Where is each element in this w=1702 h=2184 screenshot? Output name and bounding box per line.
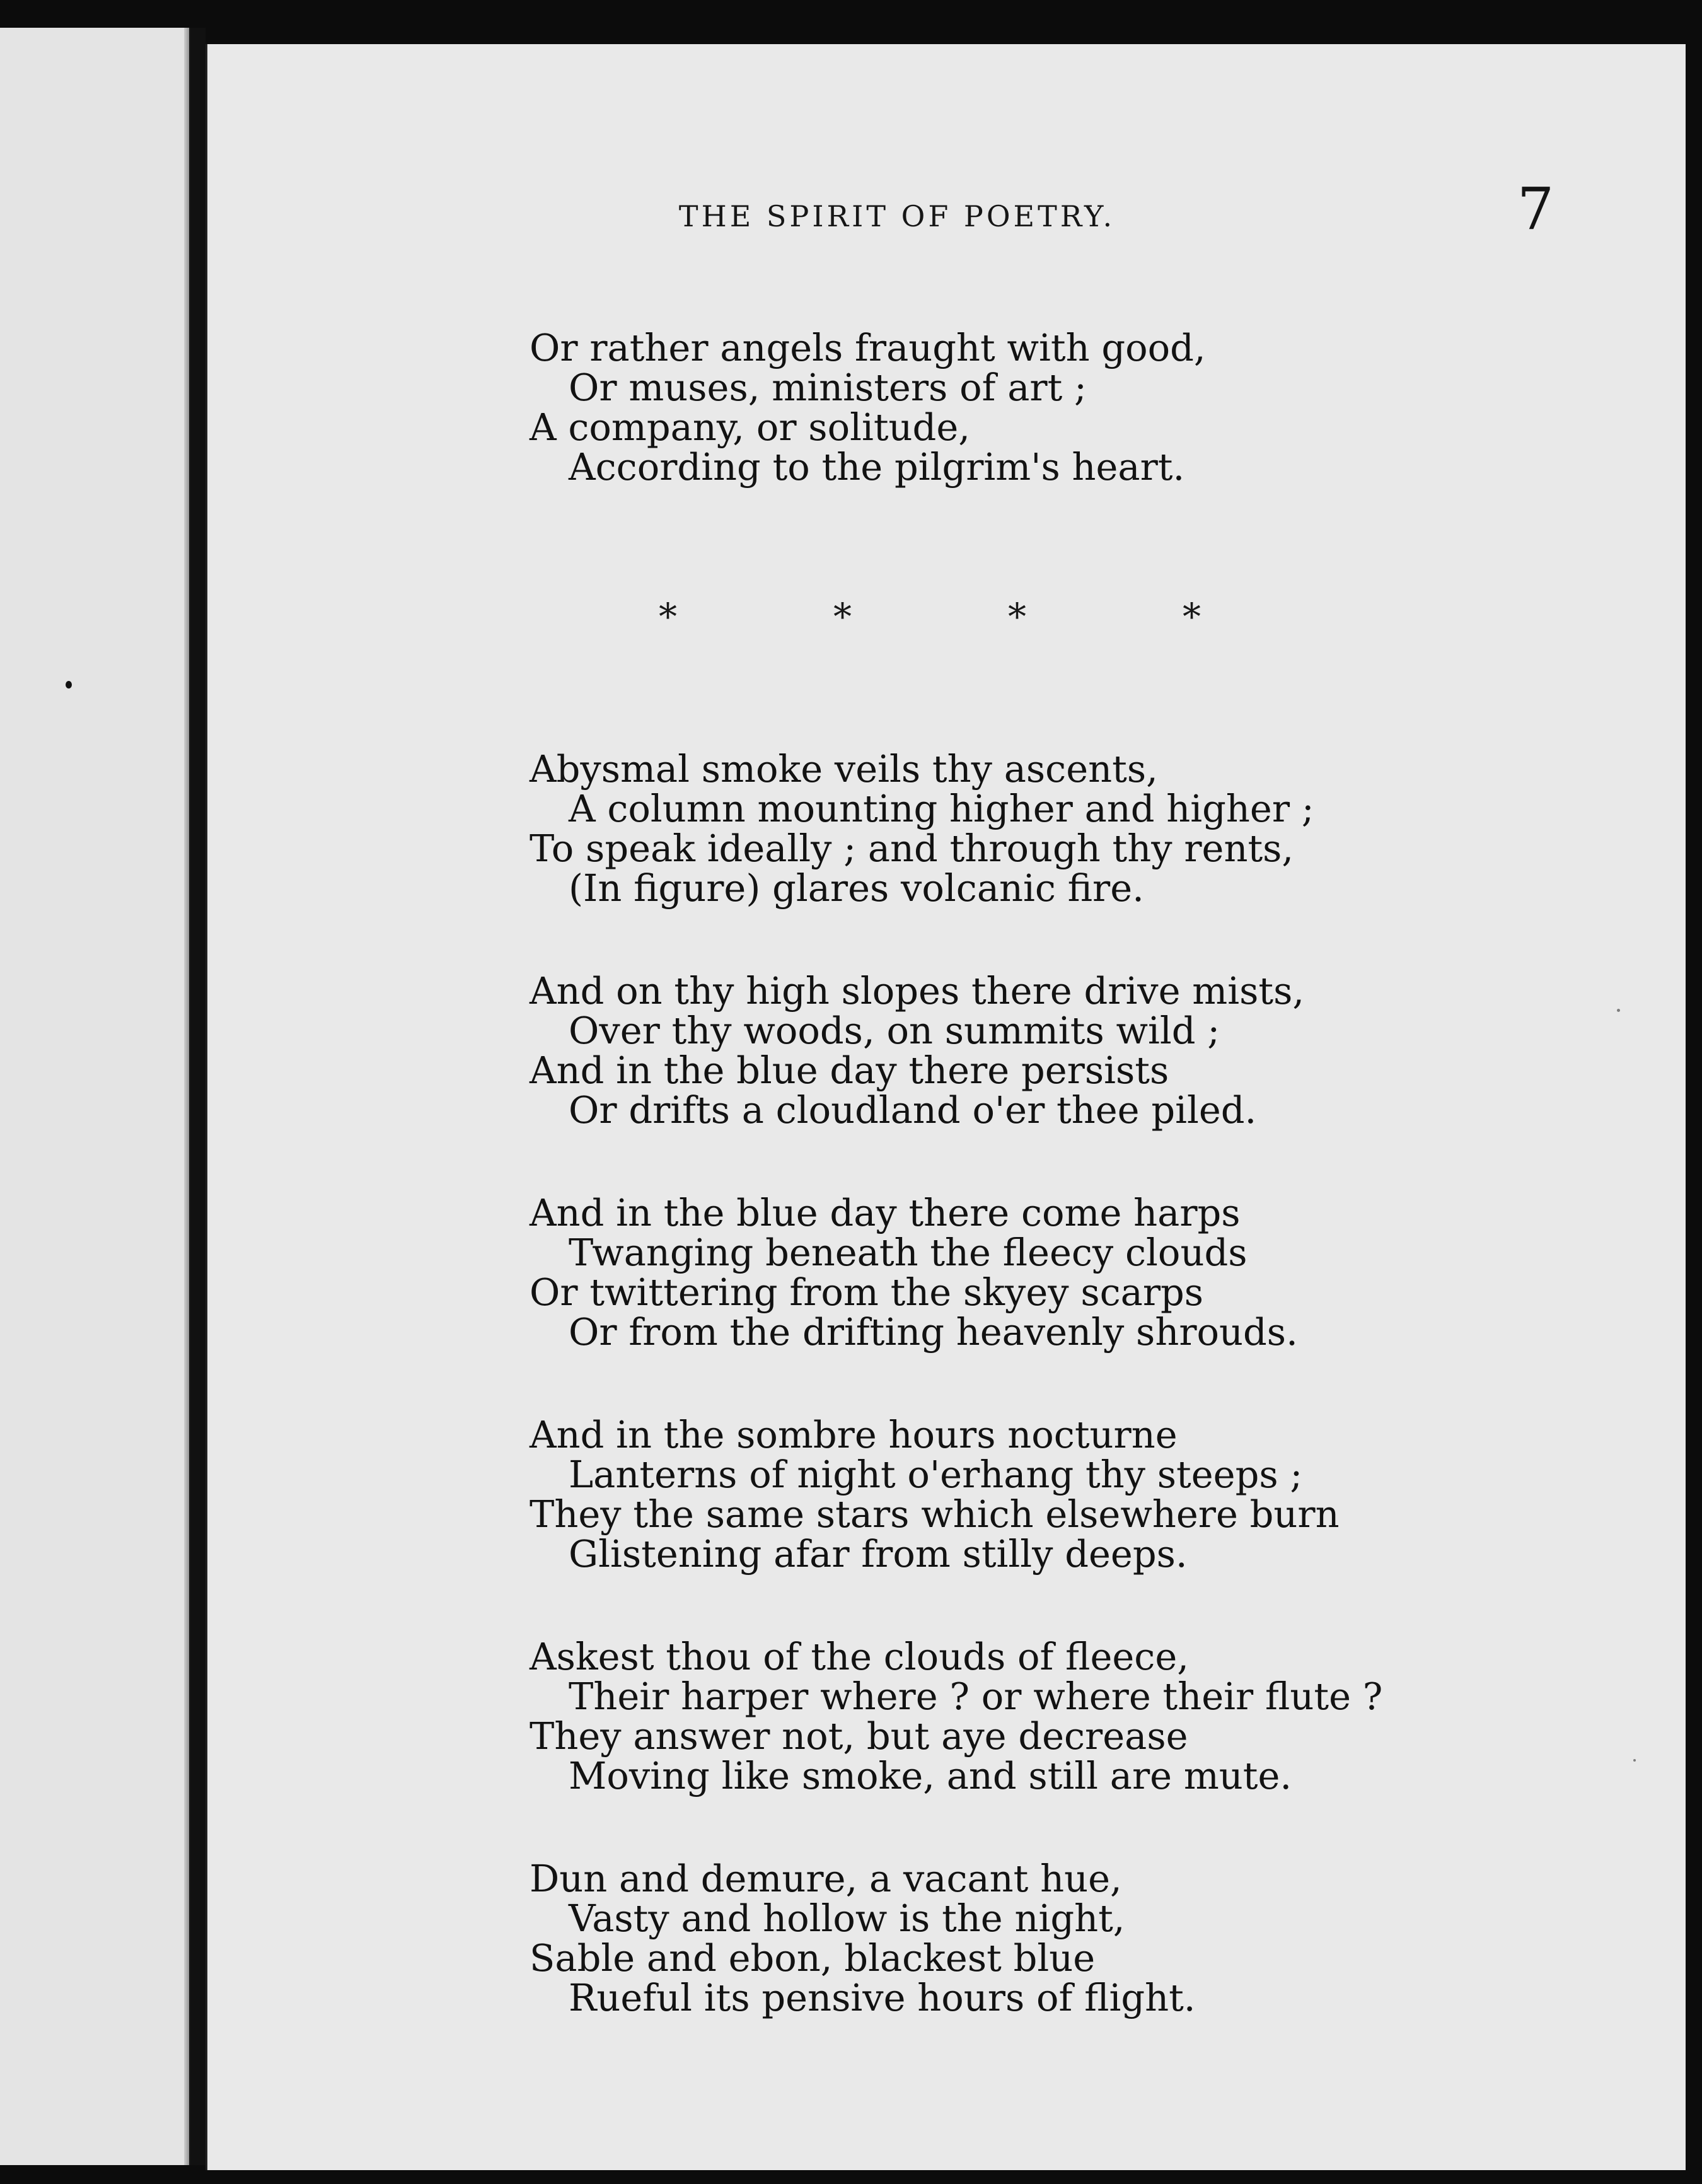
verse-line: And in the blue day there come harps (530, 1191, 1241, 1234)
verse-line: Rueful its pensive hours of flight. (569, 1976, 1196, 2019)
stanza (530, 1193, 1488, 1352)
stanza (530, 1415, 1488, 1574)
binding-gutter (190, 28, 206, 2165)
verse-line: Their harper where ? or where their flute ? (569, 1675, 1383, 1718)
stanza (530, 749, 1488, 908)
verse-line: Glistening afar from stilly deeps. (569, 1532, 1188, 1576)
page-number: 7 (1517, 175, 1554, 243)
verse-line: Or from the drifting heavenly shrouds. (569, 1310, 1298, 1354)
verse-line: Or rather angels fraught with good, (530, 326, 1206, 369)
verse-line: Or drifts a cloudland o'er thee piled. (569, 1088, 1257, 1132)
verse-line: And on thy high slopes there drive mists, (530, 969, 1305, 1013)
verse-line: Or twittering from the skyey scarps (530, 1270, 1204, 1314)
verse-line: A column mounting higher and higher ; (569, 787, 1314, 830)
opening-stanza (530, 328, 1488, 487)
verse-line: They the same stars which elsewhere burn (530, 1492, 1340, 1536)
ink-speck (1633, 1759, 1636, 1762)
verse-line: They answer not, but aye decrease (530, 1714, 1188, 1758)
verse-line: A company, or solitude, (530, 405, 970, 449)
stanza (530, 971, 1488, 1130)
verse-line: Moving like smoke, and still are mute. (569, 1754, 1292, 1798)
verse-line: Lanterns of night o'erhang thy steeps ; (569, 1453, 1303, 1496)
ink-speck (66, 681, 72, 688)
asterisk: * (659, 595, 677, 638)
poem-body (530, 328, 1488, 2018)
verse-line: Abysmal smoke veils thy ascents, (530, 747, 1158, 791)
running-head: THE SPIRIT OF POETRY. (678, 199, 1116, 233)
verse-line: And in the blue day there persists (530, 1048, 1169, 1092)
asterisk: * (1008, 595, 1026, 638)
facing-page-edge (0, 28, 190, 2165)
verse-line: According to the pilgrim's heart. (569, 445, 1185, 489)
verse-line: Dun and demure, a vacant hue, (530, 1857, 1122, 1900)
stanza (530, 1859, 1488, 2018)
stanza (530, 1637, 1488, 1796)
verse-line: Askest thou of the clouds of fleece, (530, 1635, 1190, 1678)
verse-line: And in the sombre hours nocturne (530, 1413, 1178, 1456)
section-break-asterisms (659, 595, 1201, 638)
verse-line: Sable and ebon, blackest blue (530, 1936, 1096, 1980)
verse-line: Twanging beneath the fleecy clouds (569, 1231, 1248, 1274)
page-fold (184, 28, 189, 2165)
verse-line: Over thy woods, on summits wild ; (569, 1009, 1220, 1052)
verse-line: To speak ideally ; and through thy rents, (530, 827, 1294, 870)
asterisk: * (1183, 595, 1201, 638)
verse-line: Or muses, ministers of art ; (569, 366, 1087, 409)
verse-line: Vasty and hollow is the night, (569, 1896, 1125, 1940)
ink-speck (1617, 1009, 1620, 1012)
verse-line: (In figure) glares volcanic fire. (569, 866, 1144, 910)
asterisk: * (833, 595, 852, 638)
